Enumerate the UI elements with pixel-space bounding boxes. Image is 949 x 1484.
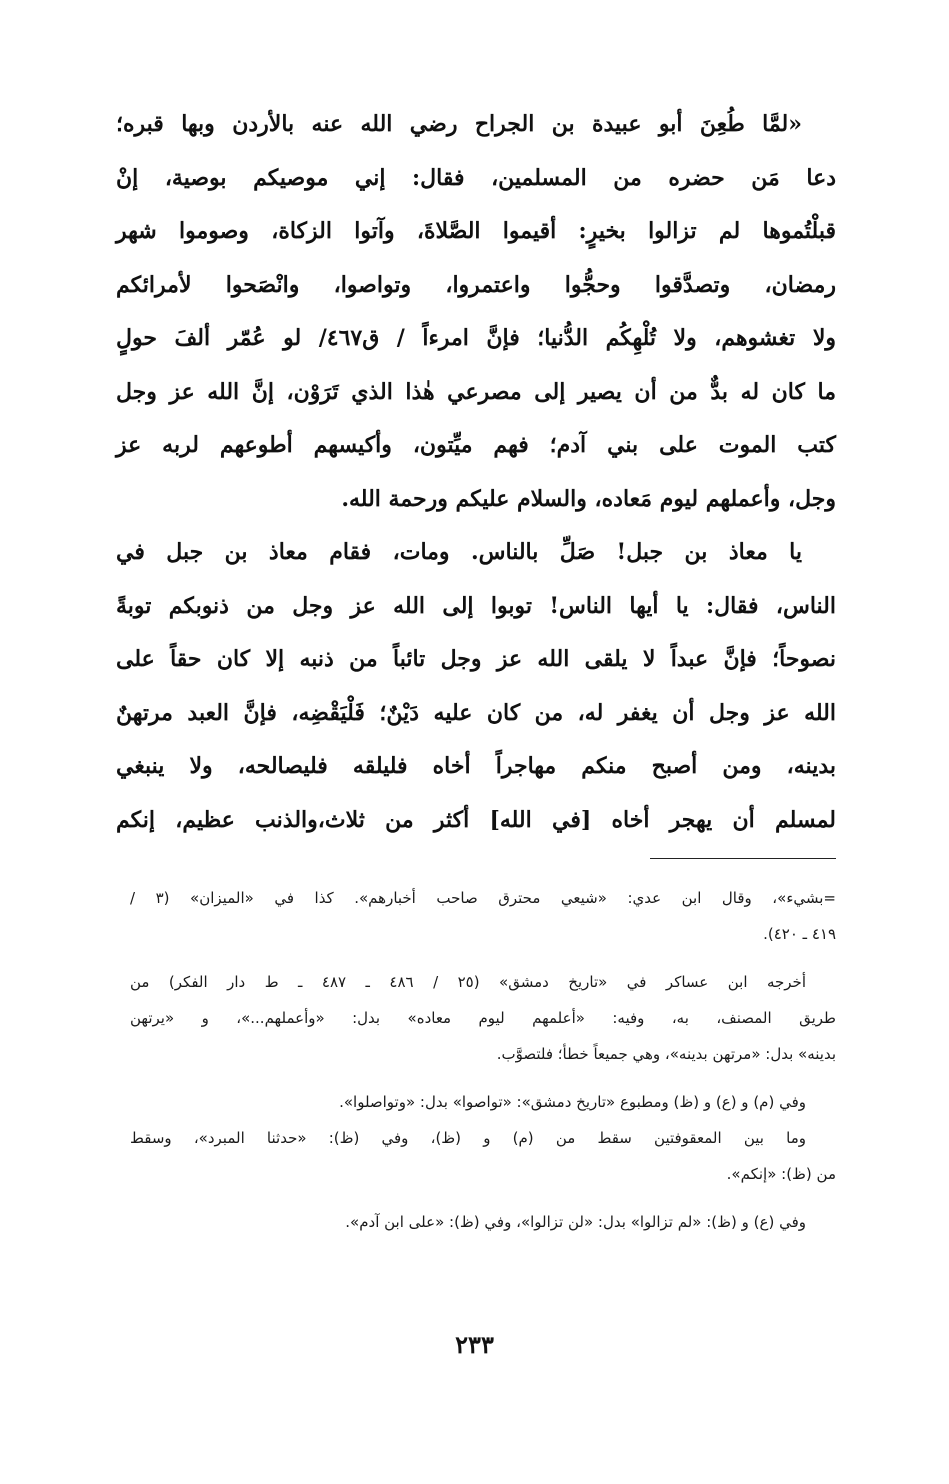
footnote-line: بدينه» بدل: «مرتهن بدينه»، وهي جميعاً خطأ؛ فلتصوَّب. <box>496 1045 836 1063</box>
footnote-line: أخرجه ابن عساكر في «تاريخ دمشق» (٢٥ / ٤٨٦ ـ ٤٨٧ ـ ط دار الفكر) من <box>130 973 806 991</box>
footnote-line: وفي (ع) و (ظ): «لم تزالوا» بدل: «لن تزالوا»، وفي (ظ): «على ابن آدم». <box>345 1213 806 1231</box>
text-line: كتب الموت على بني آدم؛ فهم ميِّتون، وأكيسهم أطوعهم لربه عز <box>116 432 836 458</box>
text-line: الله عز وجل أن يغفر له، من كان عليه دَيْنٌ؛ فَلْيَقْضِه، فإنَّ العبد مرتهنٌ <box>116 699 836 726</box>
text-line: «لمَّا طُعِنَ أبو عبيدة بن الجراح رضي الله عنه بالأردن وبها قبره؛ <box>116 111 802 137</box>
footnote-line: وفي (م) و (ع) و (ظ) ومطبوع «تاريخ دمشق»: «تواصوا» بدل: «وتواصلوا». <box>339 1093 806 1111</box>
page-number: ٢٣٣ <box>455 1330 494 1359</box>
text-line: دعا مَن حضره من المسلمين، فقال: إني موصيكم بوصية، إنْ <box>116 164 836 191</box>
footnote-line: =بشيء»، وقال ابن عدي: «شيعي محترق صاحب أخبارهم». كذا في «الميزان» (٣ / <box>130 889 836 907</box>
footnote-line: طريق المصنف، به، وفيه: «أعلمهم ليوم معاده» بدل: «وأعملهم...»، و «يرتهن <box>130 1009 836 1027</box>
text-line: لمسلم أن يهجر أخاه [في الله] أكثر من ثلاث،والذنب عظيم، إنكم <box>116 806 836 833</box>
text-line: يا معاذ بن جبل! صَلِّ بالناس. ومات، فقام معاذ بن جبل في <box>116 539 802 565</box>
footnote-2 <box>130 964 836 1072</box>
footnote-separator <box>650 858 836 859</box>
footnote-line: ٤١٩ ـ ٤٢٠). <box>763 925 836 943</box>
footnote-4 <box>130 1120 836 1192</box>
main-text <box>116 98 836 847</box>
footnotes <box>130 880 836 1252</box>
footnote-line: من (ظ): «إنكم». <box>726 1165 836 1183</box>
text-line: رمضان، وتصدَّقوا وحجُّوا واعتمروا، وتواصوا، وانْصَحوا لأمرائكم <box>116 271 836 298</box>
text-line: ولا تغشوهم، ولا تُلْهِكُم الدُّنيا؛ فإنَّ امرءاً / ق٤٦٧/ لو عُمّر ألفَ حولٍ <box>116 325 836 351</box>
footnote-5 <box>130 1204 836 1240</box>
footnote-3 <box>130 1084 836 1120</box>
text-line: بدينه، ومن أصبح منكم مهاجراً أخاه فليلقه فليصالحه، ولا ينبغي <box>116 753 836 779</box>
text-line: نصوحاً؛ فإنَّ عبداً لا يلقى الله عز وجل تائباً من ذنبه إلا كان حقاً على <box>116 646 836 672</box>
footnote-line: وما بين المعقوفتين سقط من (م) و (ظ)، وفي (ظ): «حدثنا المبرد»، وسقط <box>130 1129 806 1147</box>
text-line: ما كان له بدٌّ من أن يصير إلى مصرعي هٰذا الذي تَرَوْن، إنَّ الله عز وجل <box>116 378 836 405</box>
footnote-1 <box>130 880 836 952</box>
text-line: الناس، فقال: يا أيها الناس! توبوا إلى الله عز وجل من ذنوبكم توبةً <box>116 592 836 619</box>
text-line: قبلْتُموها لم تزالوا بخيرٍ: أقيموا الصَّلاةَ، وآتوا الزكاة، وصوموا شهر <box>116 218 836 244</box>
text-line: وجل، وأعملهم ليوم مَعاده، والسلام عليكم ورحمة الله. <box>341 485 836 512</box>
